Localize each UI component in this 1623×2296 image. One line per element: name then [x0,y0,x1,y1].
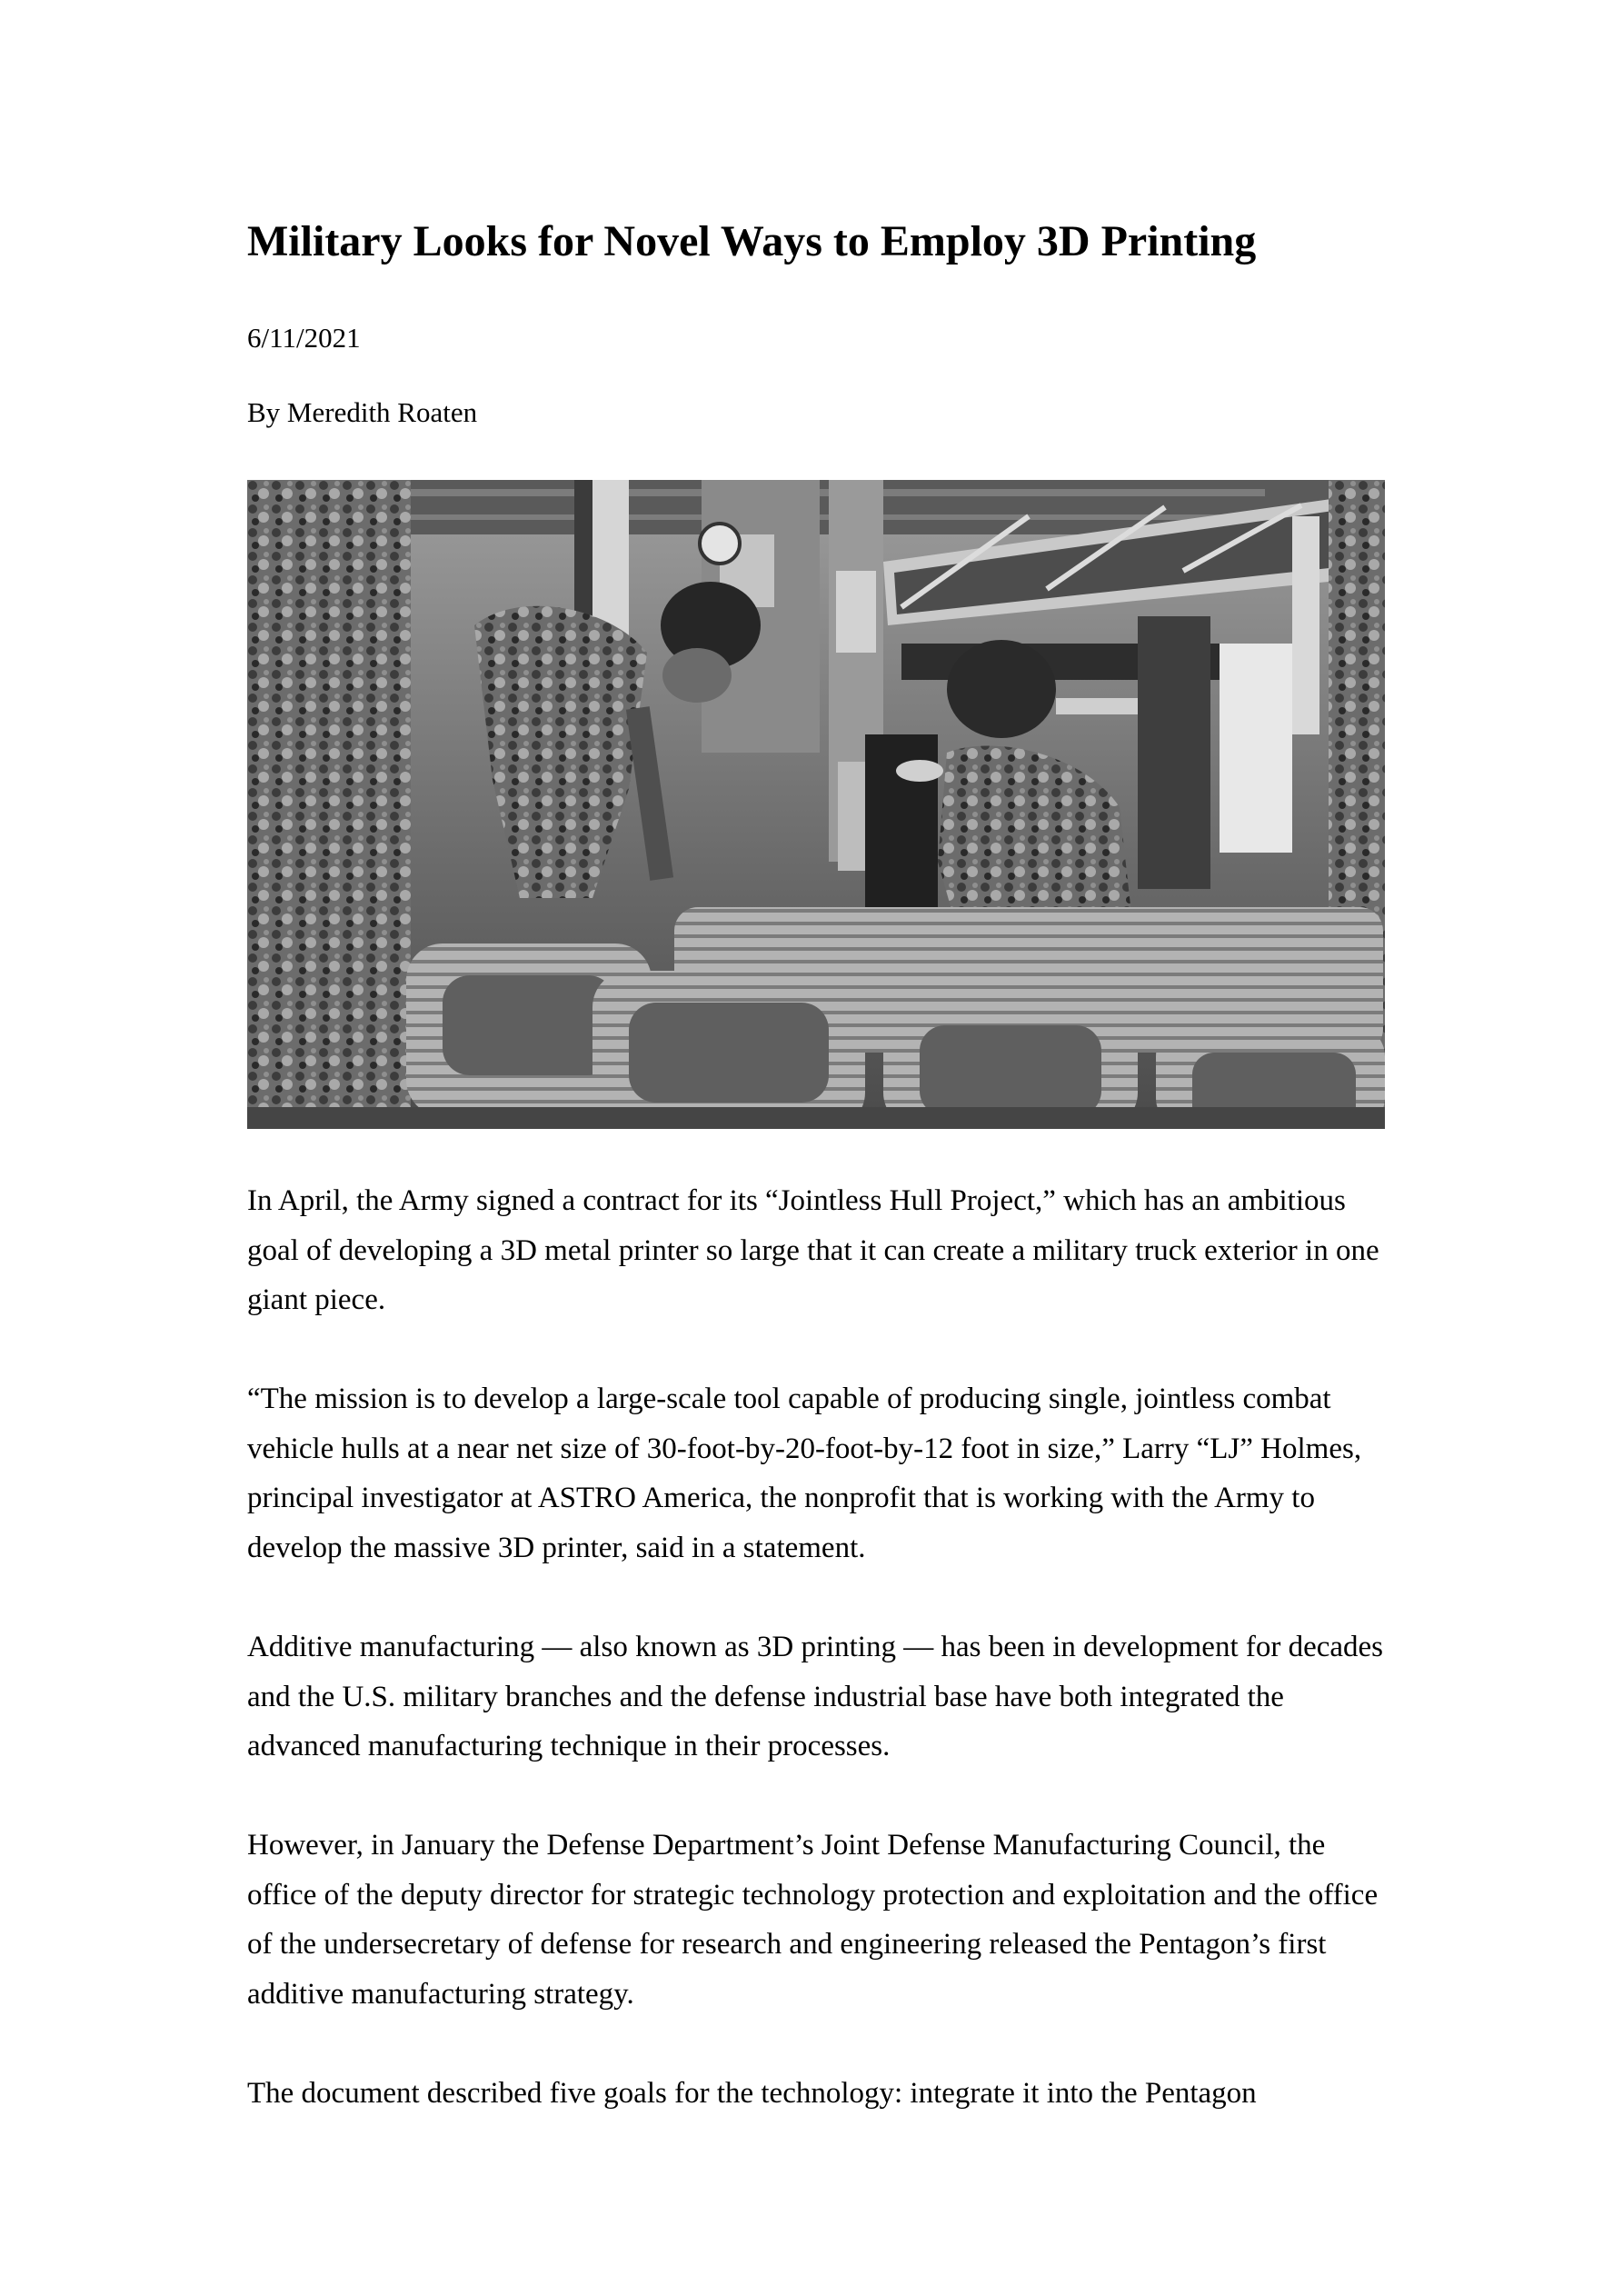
article-photo [247,480,1385,1129]
article-paragraph: The document described five goals for the technology: integrate it into the Pentagon [247,2077,1257,2110]
article-paragraph: Additive manufacturing — also known as 3D printing — has been in development for decades and the U.S. military branches and the defense industrial base have both integrated the advanced manufacturing technique in their processes. [247,1631,1384,1762]
article-byline: By Meredith Roaten [247,396,478,428]
article-paragraph: “The mission is to develop a large-scale tool capable of producing single, jointless combat vehicle hulls at a near net size of 30-foot-by-20-foot-by-12 foot in size,” Larry “LJ” Holmes, principal investigator at ASTRO America, the nonprofit that is working with the Army to develop the massive 3D printer, said in a statement. [247,1383,1362,1564]
3d-printing-photo [247,480,1385,1129]
article-date: 6/11/2021 [247,322,361,354]
article-paragraph: In April, the Army signed a contract for its “Jointless Hull Project,” which has an ambitious goal of developing a 3D metal printer so large that it can create a military truck exterior in one giant piece. [247,1184,1379,1316]
article-paragraph: However, in January the Defense Department’s Joint Defense Manufacturing Council, the office of the deputy director for strategic technology protection and exploitation and the office of the undersecretary of defense for research and engineering released the Pentagon’s first additive manufacturing strategy. [247,1829,1379,2011]
article-title: Military Looks for Novel Ways to Employ 3D Printing [247,217,1257,265]
